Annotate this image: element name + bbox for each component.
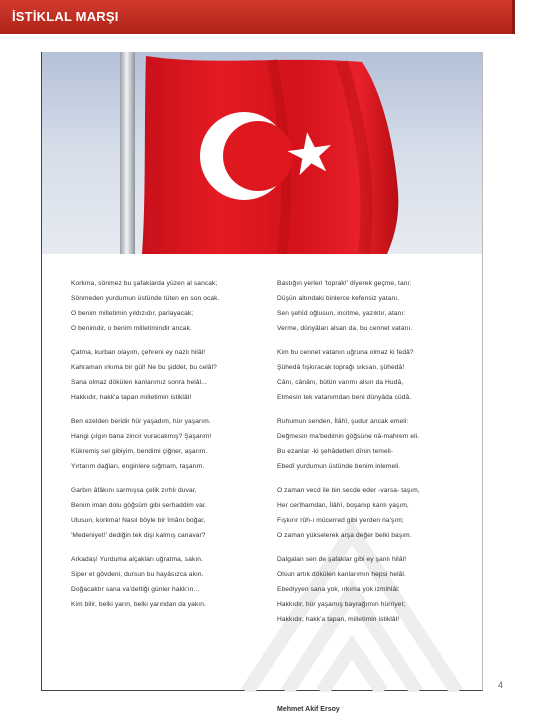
- poem-stanza: [71, 552, 219, 612]
- poem-line: Bastığın yerleri 'toprak!' diyerek geçme, tanı:: [277, 280, 412, 287]
- poem-line: Hakkıdır, hakk'a tapan, milletimin istiklâl!: [277, 616, 400, 623]
- poem-line: Ruhumun senden, İlâhî, şudur ancak emeli:: [277, 418, 409, 425]
- poem-stanza: [71, 414, 219, 474]
- poem-stanza: [277, 276, 420, 336]
- poem-line: Korkma, sönmez bu şafaklarda yüzen al sancak;: [71, 280, 218, 287]
- poem-line: Benim iman dolu göğsüm gibi serhaddim var.: [71, 502, 207, 509]
- poem-line: Hakkıdır, hakk'a tapan milletimin istiklâl!: [71, 394, 192, 401]
- document-page: [41, 52, 483, 713]
- header-bar: [0, 0, 515, 34]
- poem-stanza: [277, 345, 420, 405]
- poem-line: Hangi çılgın bana zincir vuracakmış? Şaşarım!: [71, 433, 212, 440]
- poem-line: Fışkırır rûh-ı mücerred gibi yerden na'şım;: [277, 517, 404, 524]
- poem-line: Ben ezelden beridir hür yaşadım, hür yaşarım.: [71, 418, 211, 425]
- poem-line: Yırtarım dağları, enginlere sığmam, taşarım.: [71, 463, 205, 470]
- poem-stanza: [277, 414, 420, 474]
- poem-line: Verme, dünyâları alsan da, bu cennet vatanı.: [277, 325, 413, 332]
- poem-line: 'Medeniyet!' dediğin tek dişi kalmış canavar?: [71, 532, 206, 539]
- poem-line: Cânı, cânânı, bütün varımı alsın da Hudâ,: [277, 379, 404, 386]
- poem-line: Ebedî yurdumun üstünde benim inlemeli.: [277, 463, 401, 470]
- poem-line: Hakkıdır, hür yaşamış bayrağımın hürriyet;: [277, 601, 406, 608]
- poem-line: Dalgalan sen de şafaklar gibi ey şanlı hilâl!: [277, 556, 407, 563]
- poem-line: Sen şehîd oğlusun, incitme, yazıktır, atanı:: [277, 310, 406, 317]
- page-number: 4: [498, 680, 504, 690]
- poem-line: Kim bu cennet vatanın uğruna olmaz ki fedâ?: [277, 349, 414, 356]
- poem-line: Şühedâ fışkıracak toprağı sıksan, şühedâ!: [277, 364, 405, 371]
- flag-photo: [42, 52, 482, 254]
- poem-line: Olsun artık dökülen kanlarımın hepsi helâl.: [277, 571, 406, 578]
- poem-right-column: [277, 276, 420, 636]
- poem-stanza: [71, 276, 219, 336]
- poem-line: Doğacaktır sana va'dettiği günler hakk'ın...: [71, 586, 200, 593]
- poem-line: Sönmeden yurdumun üstünde tüten en son ocak.: [71, 295, 220, 302]
- poem-line: O zaman yükselerek arşa değer belki başım.: [277, 532, 412, 539]
- poem-line: Ebediyyen sana yok, ırkıma yok izmihlâl:: [277, 586, 400, 593]
- poem-line: Sana olmaz dökülen kanlarımız sonra helâl...: [71, 379, 207, 386]
- poem-line: Değmesin ma'bedimin göğsüne nâ-mahrem eli.: [277, 433, 420, 440]
- poem-stanza: [277, 483, 420, 543]
- poem-line: O benimdir, o benim milletimindir ancak.: [71, 325, 192, 332]
- poem-line: Kükremiş sel gibiyim, bendimi çiğner, aşarım.: [71, 448, 208, 455]
- poem-line: Kim bilir, belki yarın, belki yarından da yakın.: [71, 601, 206, 608]
- poem-line: Ulusun, korkma! Nasıl böyle bir îmânı boğar,: [71, 517, 206, 524]
- poem-line: Kahraman ırkıma bir gül! Ne bu şiddet, bu celâl?: [71, 364, 217, 371]
- page-title: İSTİKLAL MARŞI: [12, 9, 119, 24]
- poem-line: Siper et gövdeni, dursun bu hayâsızca akın.: [71, 571, 204, 578]
- poem-stanza: [71, 483, 219, 543]
- turkish-flag-image: [42, 52, 482, 254]
- poem-stanza: [277, 552, 420, 627]
- poem-stanza: [71, 345, 219, 405]
- poem-line: Düşün altındaki binlerce kefensiz yatanı.: [277, 295, 400, 302]
- poem-line: Her cerîhamdan, İlâhî, boşanıp kanlı yaşım,: [277, 502, 409, 509]
- poem-line: Garbın âfâkını sarmışsa çelik zırhlı duvar,: [71, 487, 197, 494]
- flag-pole: [120, 52, 135, 254]
- poem-left-column: [71, 276, 219, 621]
- poem-line: Bu ezanlar -ki şehâdetleri dînin temeli-: [277, 448, 394, 455]
- poem-line: Etmesin tek vatanımdan beni dünyâda cüdâ.: [277, 394, 412, 401]
- poem-line: Çatma, kurban olayım, çehreni ey nazlı hilâl!: [71, 349, 206, 356]
- poem-author: Mehmet Akif Ersoy: [277, 706, 340, 713]
- poem-line: O benim milletimin yıldızıdır, parlayacak;: [71, 310, 194, 317]
- poem-line: Arkadaş! Yurduma alçakları uğratma, sakın.: [71, 556, 203, 563]
- poem-line: O zaman vecd ile bin secde eder -varsa- taşım,: [277, 487, 420, 494]
